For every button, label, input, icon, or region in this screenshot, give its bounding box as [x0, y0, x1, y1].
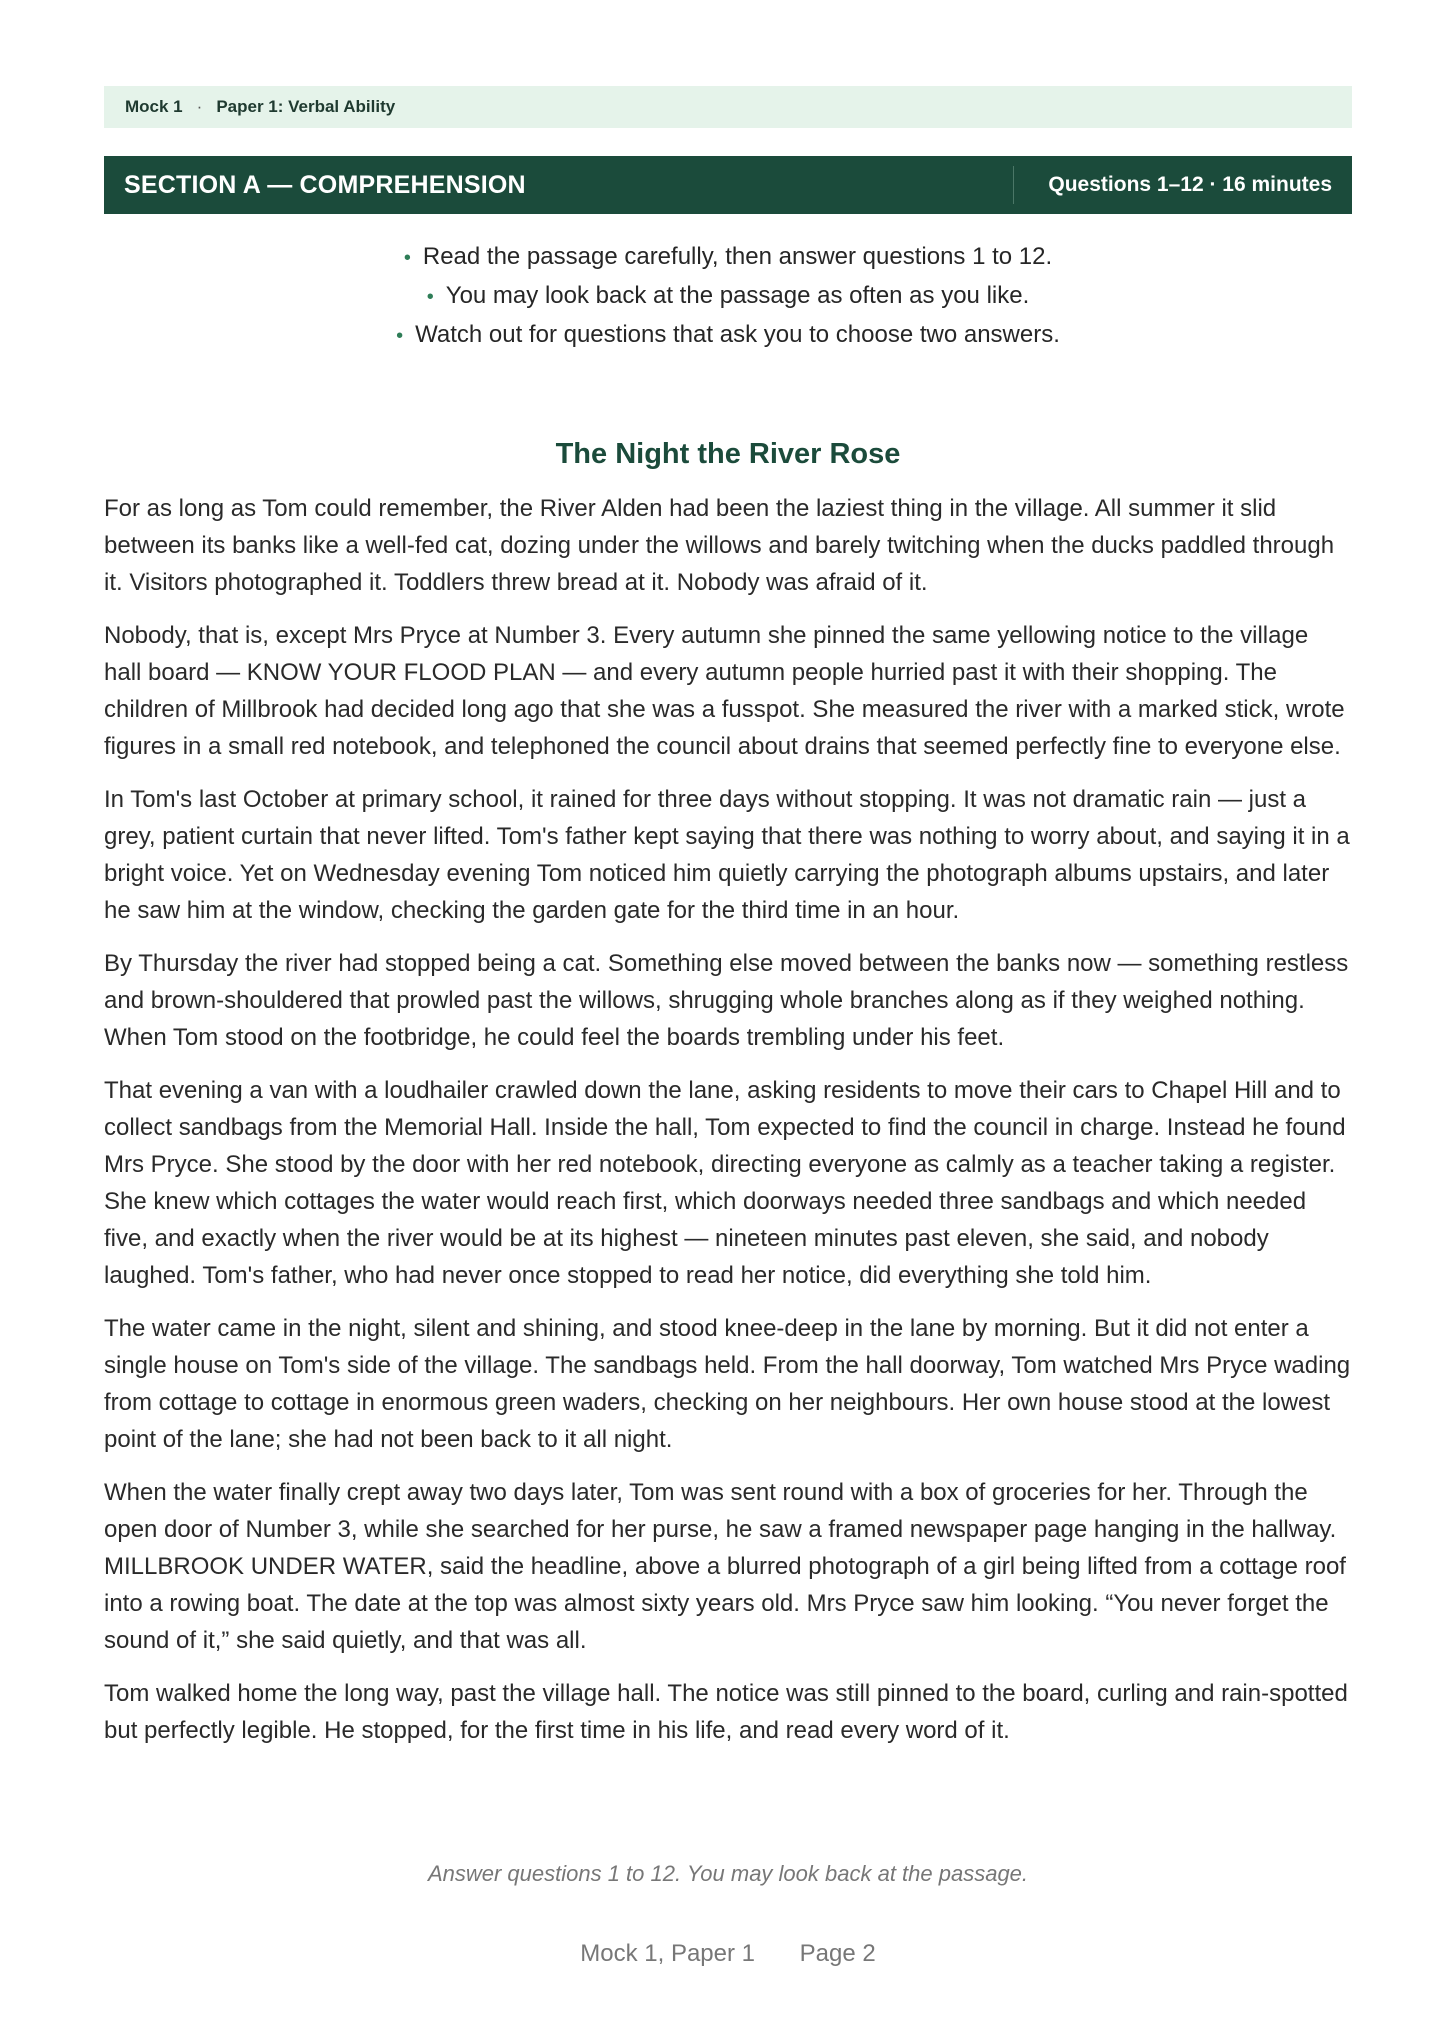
instructions-list — [104, 238, 1352, 355]
instruction-item — [104, 316, 1352, 355]
passage-body — [104, 490, 1352, 1765]
section-divider — [1013, 166, 1014, 204]
passage-paragraph: For as long as Tom could remember, the River Alden had been the laziest thing in the village. All summer it slid between its banks like a well-fed cat, dozing under the willows and barely twitching when the ducks paddled through it. Visitors photographed it. Toddlers threw bread at it. Nobody was afraid of it. — [104, 495, 1335, 596]
instruction-text: You may look back at the passage as often as you like. — [445, 282, 1030, 309]
running-header — [104, 86, 1352, 128]
section-banner — [104, 156, 1352, 214]
instruction-text: Read the passage carefully, then answer questions 1 to 12. — [422, 243, 1053, 270]
section-title: SECTION A — COMPREHENSION — [124, 170, 526, 199]
bullet-icon: • — [403, 247, 411, 269]
closing-note: Answer questions 1 to 12. You may look back at the passage. — [427, 1861, 1029, 1886]
passage-paragraph: Nobody, that is, except Mrs Pryce at Number 3. Every autumn she pinned the same yellowing notice to the village hall board — KNOW YOUR FLOOD PLAN — and every autumn people hurried past it with their shopping. The children of Millbrook had decided long ago that she was a fusspot. She measured the river with a marked stick, wrote figures in a small red notebook, and telephoned the council about drains that seemed perfectly fine to everyone else. — [104, 622, 1345, 760]
paper-label: Paper 1: Verbal Ability — [216, 97, 396, 116]
passage-paragraph: Tom walked home the long way, past the village hall. The notice was still pinned to the board, curling and rain-spotted but perfectly legible. He stopped, for the first time in his life, and read every word of it. — [104, 1680, 1348, 1744]
section-meta-group — [1013, 156, 1332, 214]
instruction-item — [104, 277, 1352, 316]
footer-page-number: Page 2 — [799, 1940, 876, 1967]
passage-paragraph: When the water finally crept away two days later, Tom was sent round with a box of groceries for her. Through the open door of Number 3, while she searched for her purse, he saw a framed newspaper page hanging in the hallway. MILLBROOK UNDER WATER, said the headline, above a blurred photograph of a girl being lifted from a cottage roof into a rowing boat. The date at the top was almost sixty years old. Mrs Pryce saw him looking. “You never forget the sound of it,” she said quietly, and that was all. — [104, 1479, 1346, 1654]
passage-paragraph: By Thursday the river had stopped being a cat. Something else moved between the banks now — something restless and brown-shouldered that prowled past the willows, shrugging whole branches along as if they weighed nothing. When Tom stood on the footbridge, he could feel the boards trembling under his feet. — [104, 950, 1349, 1051]
page-footer — [104, 1940, 1352, 1968]
bullet-icon: • — [396, 325, 404, 347]
passage-paragraph: That evening a van with a loudhailer crawled down the lane, asking residents to move their cars to Chapel Hill and to collect sandbags from the Memorial Hall. Inside the hall, Tom expected to find the council in charge. Instead he found Mrs Pryce. She stood by the door with her red notebook, directing everyone as calmly as a teacher taking a register. She knew which cottages the water would reach first, which doorways needed three sandbags and which needed five, and exactly when the river would be at its highest — nineteen minutes past eleven, she said, and nobody laughed. Tom's father, who had never once stopped to read her notice, did everything she told him. — [104, 1077, 1346, 1289]
bullet-icon: • — [426, 286, 434, 308]
passage-title: The Night the River Rose — [555, 438, 901, 470]
section-meta: Questions 1–12 · 16 minutes — [1048, 173, 1332, 196]
passage-paragraph: In Tom's last October at primary school, it rained for three days without stopping. It was not dramatic rain — just a grey, patient curtain that never lifted. Tom's father kept saying that there was nothing to worry about, and saying it in a bright voice. Yet on Wednesday evening Tom noticed him quietly carrying the photograph albums upstairs, and later he saw him at the window, checking the garden gate for the third time in an hour. — [104, 786, 1350, 924]
header-separator: · — [196, 97, 203, 116]
footer-paper: Mock 1, Paper 1 — [580, 1940, 755, 1967]
passage-paragraph: The water came in the night, silent and shining, and stood knee-deep in the lane by morning. But it did not enter a single house on Tom's side of the village. The sandbags held. From the hall doorway, Tom watched Mrs Pryce wading from cottage to cottage in enormous green waders, checking on her neighbours. Her own house stood at the lowest point of the lane; she had not been back to it all night. — [104, 1315, 1351, 1453]
instruction-text: Watch out for questions that ask you to choose two answers. — [415, 321, 1060, 348]
instruction-item — [104, 238, 1352, 277]
mock-label: Mock 1 — [125, 97, 183, 116]
